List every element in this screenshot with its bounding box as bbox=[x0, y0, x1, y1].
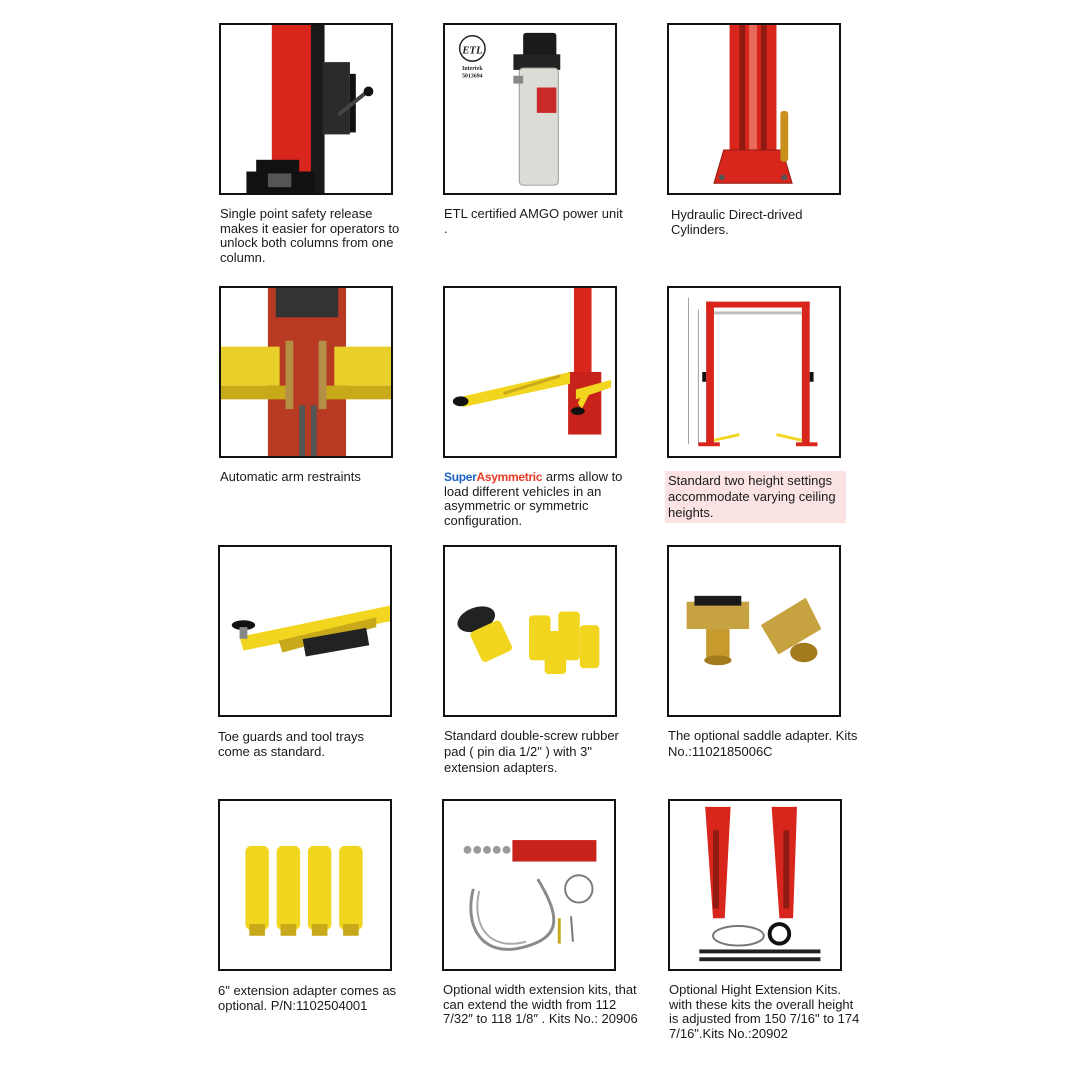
caption-superasymmetric: SuperAsymmetric arms allow to load different vehicles in an asymmetric or symmetric configuration. bbox=[444, 469, 623, 528]
caption-arm-restraints: Automatic arm restraints bbox=[220, 469, 361, 484]
caption-toe-guards: Toe guards and tool trays come as standard. bbox=[218, 729, 364, 759]
caption-extension-adapter: 6" extension adapter comes as optional. P/N:1102504001 bbox=[218, 983, 397, 1013]
etl-logo bbox=[460, 36, 485, 80]
caption-height-extension: Optional Hight Extension Kits. with these kits the overall height is adjusted from 150 7/16" to 174 7/16".Kits No.:20902 bbox=[669, 982, 860, 1041]
caption-height-settings: Standard two height settings accommodate varying ceiling heights. bbox=[665, 471, 846, 523]
svg-text:ETL: ETL bbox=[462, 44, 483, 57]
arm-restraints-image bbox=[219, 286, 393, 458]
superasymmetric-brand: SuperAsymmetric bbox=[444, 470, 543, 484]
safety-release-image bbox=[219, 23, 393, 195]
extension-adapter-image bbox=[218, 799, 392, 971]
caption-cylinders: Hydraulic Direct-drived Cylinders. bbox=[671, 207, 803, 237]
caption-safety-release: Single point safety release makes it easier for operators to unlock both columns from one column. bbox=[220, 206, 400, 265]
height-extension-kit-image bbox=[668, 799, 842, 971]
width-extension-kit-image bbox=[442, 799, 616, 971]
caption-rubber-pad: Standard double-screw rubber pad ( pin dia 1/2" ) with 3" extension adapters. bbox=[444, 728, 619, 775]
height-settings-image bbox=[667, 286, 841, 458]
saddle-adapter-image bbox=[667, 545, 841, 717]
asymmetric-arms-image bbox=[443, 286, 617, 458]
power-unit-image bbox=[443, 23, 617, 195]
caption-width-extension: Optional width extension kits, that can extend the width from 112 7/32″ to 118 1/8″ . Kits No.: 20906 bbox=[443, 982, 638, 1026]
caption-saddle-adapter: The optional saddle adapter. Kits No.:1102185006C bbox=[668, 728, 858, 759]
toe-guards-image bbox=[218, 545, 392, 717]
rubber-pad-image bbox=[443, 545, 617, 717]
svg-text:5013694: 5013694 bbox=[462, 73, 483, 80]
svg-text:Intertek: Intertek bbox=[462, 65, 483, 72]
cylinders-image bbox=[667, 23, 841, 195]
caption-power-unit: ETL certified AMGO power unit . bbox=[444, 206, 623, 236]
